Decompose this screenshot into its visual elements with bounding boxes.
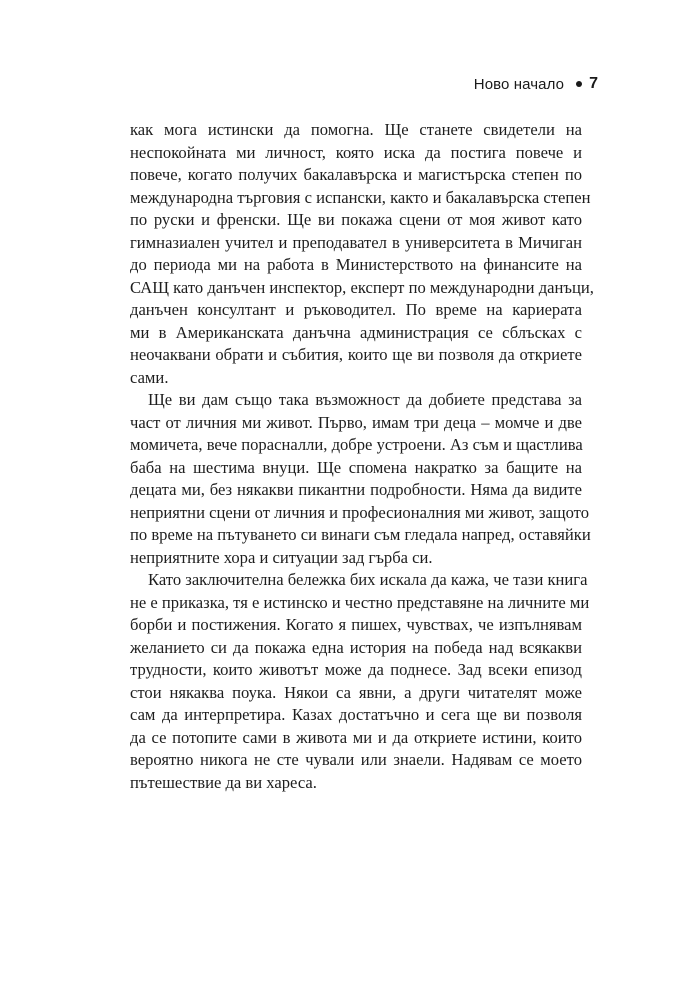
text-line: Като заключителна бележка бих искала да кажа, че тази книга bbox=[148, 570, 588, 589]
text-line: децата ми, без някакви пикантни подробности. Няма да видите bbox=[130, 480, 582, 499]
text-line: сам да интерпретира. Казах достатъчно и сега ще ви позволя bbox=[130, 705, 582, 724]
text-line: трудности, които животът може да поднесе. Зад всеки епизод bbox=[130, 660, 582, 679]
text-line: вероятно никога не сте чували или знаели. Надявам се моето bbox=[130, 750, 582, 769]
text-line: стои някаква поука. Някои са явни, а други читателят може bbox=[130, 682, 582, 702]
text-line: по време на пътуването си винаги съм гледала напред, оставяйки bbox=[130, 525, 591, 544]
paragraph bbox=[130, 569, 590, 794]
text-line: как мога истински да помогна. Ще станете свидетели на bbox=[130, 120, 582, 139]
running-title: Ново начало bbox=[473, 75, 565, 93]
text-line: пътешествие да ви хареса. bbox=[130, 772, 317, 792]
text-line: неспокойната ми личност, която иска да постига повече и bbox=[130, 142, 582, 162]
text-line: да се потопите сами в живота ми и да откриете истини, които bbox=[130, 727, 582, 747]
text-line: борби и постижения. Когато я пишех, чувствах, че изпълнявам bbox=[130, 615, 582, 634]
text-line: сами. bbox=[130, 367, 169, 387]
text-line: част от личния ми живот. Първо, имам три деца – момче и две bbox=[130, 412, 582, 432]
text-line: данъчен консултант и ръководител. По време на кариерата bbox=[130, 300, 582, 319]
body-text bbox=[130, 119, 594, 794]
text-line: неприятни сцени от личния и професионалния ми живот, защото bbox=[130, 502, 590, 522]
paragraph bbox=[130, 119, 594, 389]
text-line: баба на шестима внуци. Ще спомена накратко за бащите на bbox=[130, 457, 582, 477]
text-line: до периода ми на работа в Министерството на финансите на bbox=[130, 255, 582, 274]
page-number: 7 bbox=[589, 75, 598, 92]
text-line: неочаквани обрати и събития, които ще ви позволя да откриете bbox=[130, 345, 582, 364]
text-line: гимназиален учител и преподавател в университета в Мичиган bbox=[130, 232, 582, 252]
text-line: повече, когато получих бакалавърска и магистърска степен по bbox=[130, 165, 582, 184]
text-line: по руски и френски. Ще ви покажа сцени от моя живот като bbox=[130, 210, 582, 229]
text-line: ми в Американската данъчна администрация се сблъсках с bbox=[130, 322, 582, 342]
text-line: неприятните хора и ситуации зад гърба си. bbox=[130, 547, 433, 567]
text-line: международна търговия с испански, както и бакалавърска степен bbox=[130, 187, 591, 207]
text-line: не е приказка, тя е истинско и честно представяне на личните ми bbox=[130, 592, 590, 612]
text-line: САЩ като данъчен инспектор, експерт по международни данъци, bbox=[130, 277, 594, 297]
bullet-separator-icon bbox=[576, 81, 582, 87]
text-line: желанието си да покажа една история на победа над всякакви bbox=[130, 637, 582, 657]
paragraph bbox=[130, 389, 591, 569]
running-head bbox=[474, 75, 598, 93]
text-line: Ще ви дам също така възможност да добиете представа за bbox=[148, 390, 582, 409]
text-line: момичета, вече порасналли, добре устроени. Аз съм и щастлива bbox=[130, 435, 583, 454]
